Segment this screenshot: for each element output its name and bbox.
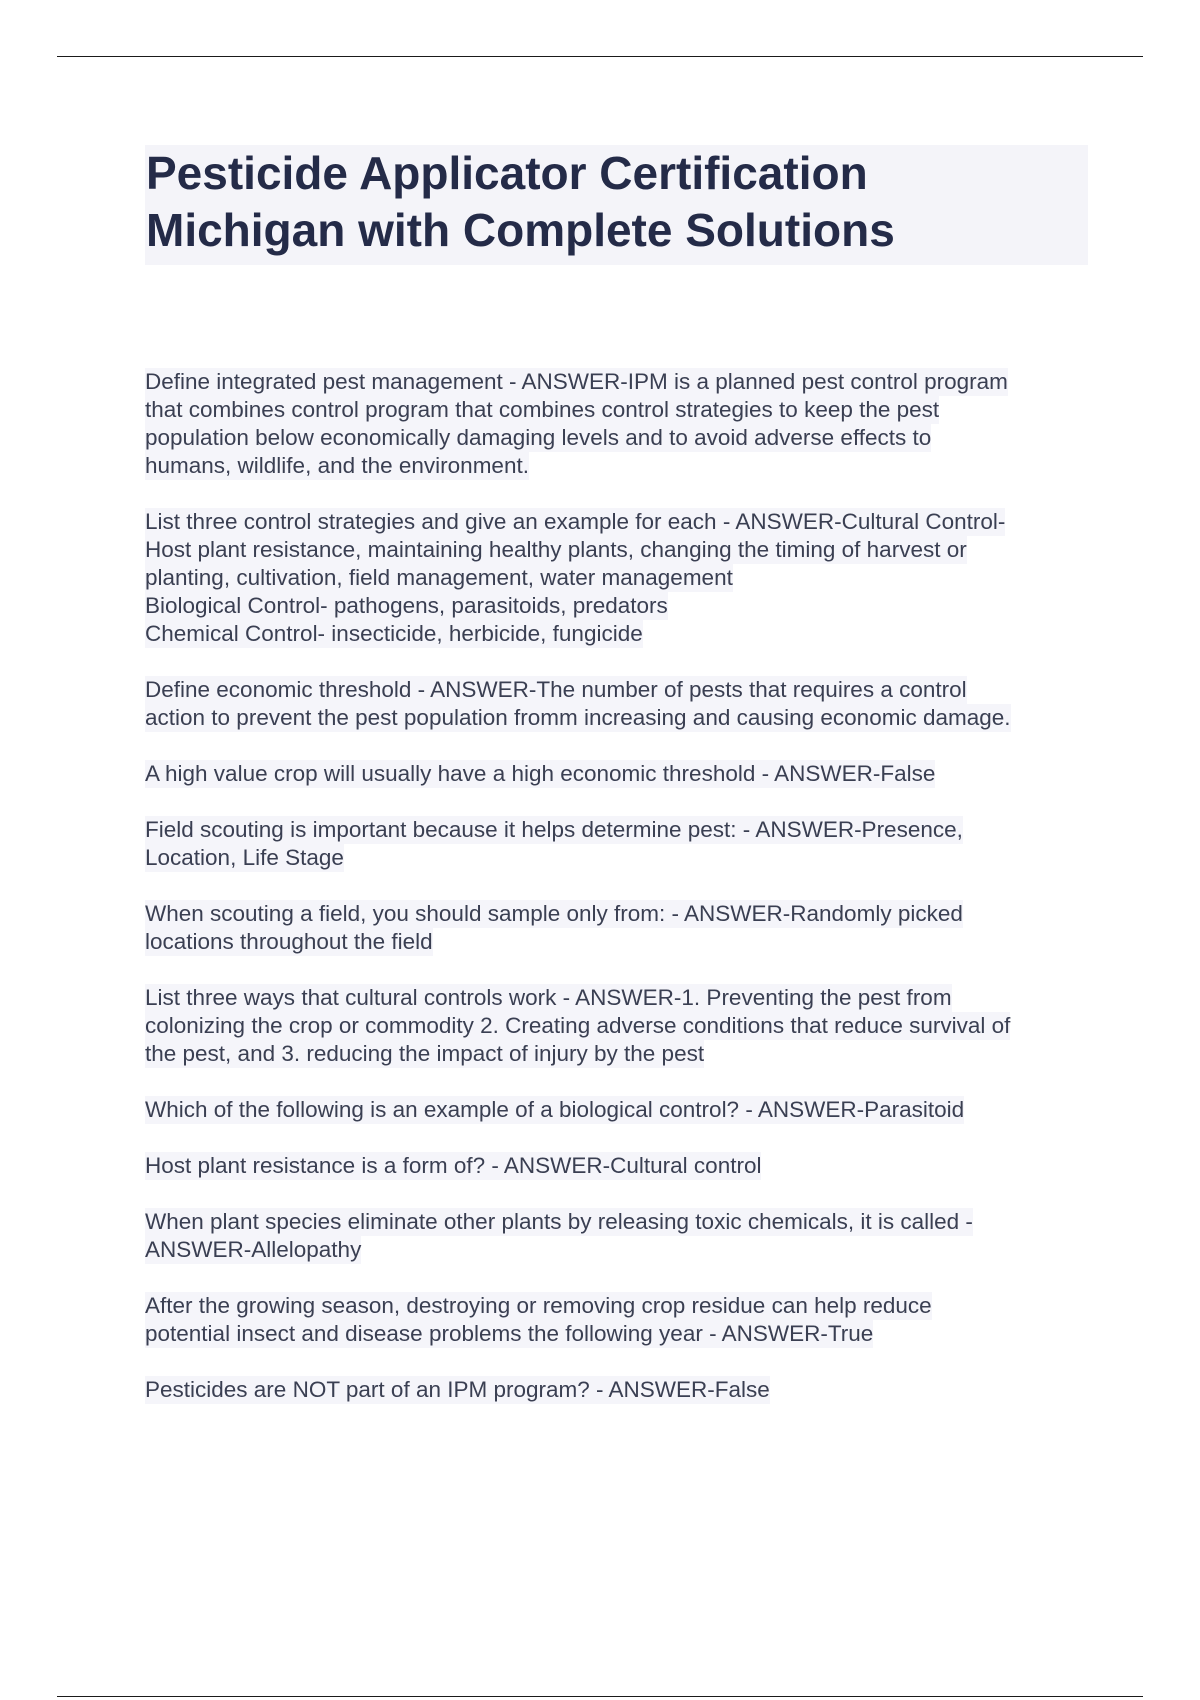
- qa-line: the pest, and 3. reducing the impact of injury by the pest: [145, 1041, 705, 1066]
- qa-line: Host plant resistance, maintaining healthy plants, changing the timing of harvest or: [145, 537, 967, 562]
- qa-item: [145, 508, 1085, 648]
- qa-item: [145, 1208, 1085, 1264]
- qa-item: [145, 900, 1085, 956]
- qa-line: that combines control program that combines control strategies to keep the pest: [145, 397, 940, 422]
- qa-line: population below economically damaging levels and to avoid adverse effects to: [145, 425, 932, 450]
- qa-line: Chemical Control- insecticide, herbicide, fungicide: [145, 621, 643, 646]
- qa-item: [145, 1292, 1085, 1348]
- header-rule: [57, 56, 1143, 57]
- qa-line: planting, cultivation, field management, water management: [145, 565, 733, 590]
- qa-line: Define integrated pest management - ANSWER-IPM is a planned pest control program: [145, 369, 1008, 394]
- qa-item: [145, 1152, 1085, 1180]
- qa-line: colonizing the crop or commodity 2. Creating adverse conditions that reduce survival of: [145, 1013, 1011, 1038]
- qa-item: [145, 984, 1085, 1068]
- qa-line: potential insect and disease problems the following year - ANSWER-True: [145, 1321, 874, 1346]
- qa-line: When plant species eliminate other plants by releasing toxic chemicals, it is called -: [145, 1209, 973, 1234]
- qa-item: [145, 368, 1085, 480]
- title-line: Pesticide Applicator Certification: [146, 147, 868, 199]
- qa-line: A high value crop will usually have a high economic threshold - ANSWER-False: [145, 761, 936, 786]
- qa-line: Biological Control- pathogens, parasitoids, predators: [145, 593, 668, 618]
- qa-line: Field scouting is important because it helps determine pest: - ANSWER-Presence,: [145, 817, 963, 842]
- document-title: [145, 145, 1088, 265]
- qa-line: Which of the following is an example of a biological control? - ANSWER-Parasitoid: [145, 1097, 965, 1122]
- qa-line: Pesticides are NOT part of an IPM program? - ANSWER-False: [145, 1377, 770, 1402]
- title-line: Michigan with Complete Solutions: [146, 204, 895, 256]
- qa-line: ANSWER-Allelopathy: [145, 1237, 362, 1262]
- qa-line: When scouting a field, you should sample only from: - ANSWER-Randomly picked: [145, 901, 963, 926]
- qa-line: After the growing season, destroying or removing crop residue can help reduce: [145, 1293, 932, 1318]
- qa-line: humans, wildlife, and the environment.: [145, 453, 529, 478]
- qa-item: [145, 676, 1085, 732]
- qa-line: List three control strategies and give an example for each - ANSWER-Cultural Control-: [145, 509, 1006, 534]
- qa-line: action to prevent the pest population fromm increasing and causing economic damage.: [145, 705, 1011, 730]
- qa-item: [145, 816, 1085, 872]
- qa-item: [145, 760, 1085, 788]
- qa-line: List three ways that cultural controls work - ANSWER-1. Preventing the pest from: [145, 985, 952, 1010]
- qa-item: [145, 1096, 1085, 1124]
- qa-list: [145, 368, 1085, 1432]
- qa-line: locations throughout the field: [145, 929, 433, 954]
- qa-line: Host plant resistance is a form of? - ANSWER-Cultural control: [145, 1153, 762, 1178]
- qa-line: Define economic threshold - ANSWER-The number of pests that requires a control: [145, 677, 967, 702]
- qa-item: [145, 1376, 1085, 1404]
- footer-rule: [57, 1696, 1143, 1697]
- qa-line: Location, Life Stage: [145, 845, 344, 870]
